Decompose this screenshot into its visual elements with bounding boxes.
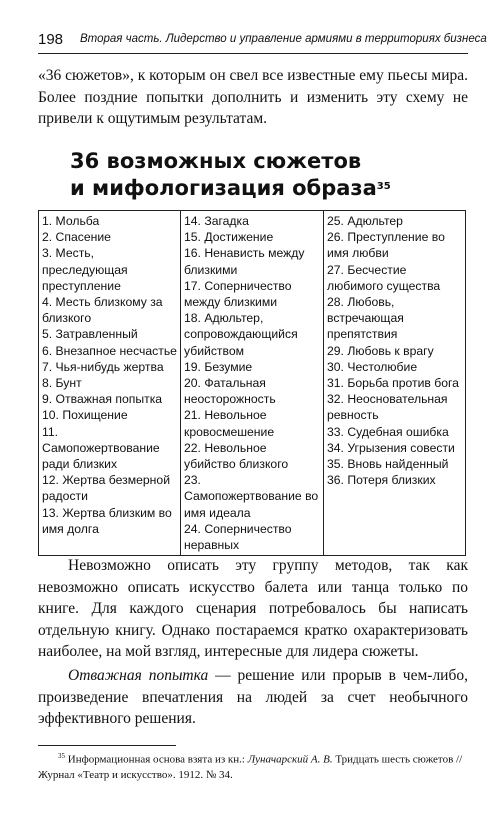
plot-item: 12. Жертва безмерной радости (42, 473, 170, 504)
plot-item: 32. Неосновательная ревность (327, 392, 448, 423)
plot-item: 33. Судебная ошибка (327, 424, 449, 439)
section-heading (70, 148, 391, 202)
plot-item: 2. Спасение (42, 230, 111, 245)
page-header (38, 31, 487, 54)
plot-item: 7. Чья-нибудь жертва (42, 359, 164, 374)
plots-column-2 (181, 211, 324, 556)
plots-column-3 (324, 211, 466, 556)
plot-item: 34. Угрызения совести (327, 440, 455, 455)
plot-item: 13. Жертва близким во имя долга (42, 505, 172, 536)
plot-item: 11. Самопожертвование ради близких (42, 424, 160, 472)
plot-item: 1. Мольба (42, 214, 100, 228)
plot-item: 19. Безумие (184, 359, 253, 374)
heading-line-1: 36 возможных сюжетов (70, 149, 362, 173)
plot-item: 4. Месть близкому за близкого (42, 295, 163, 326)
plot-item: 35. Вновь найденный (327, 457, 449, 472)
definition-text: — решение или прорыв в чем-либо, произведение впечатления на людей за счет необычного эффективного решения. (38, 667, 468, 727)
page-number: 198 (38, 31, 64, 48)
plot-item: 15. Достижение (184, 230, 274, 245)
defined-term: Отважная попытка (68, 667, 209, 684)
heading-line-2: и мифологизация образа$^{35}$ (70, 176, 391, 200)
plot-item: 29. Любовь к врагу (327, 343, 434, 358)
plot-item: 30. Честолюбие (327, 359, 418, 374)
plot-item: 24. Соперничество неравных (184, 521, 292, 553)
plot-item: 3. Месть, преследующая преступление (42, 246, 128, 293)
footnote: $^{35}$ Информационная основа взята из кн.: Луначарский А. В. Тридцать шесть сюжетов // Журнал «Театр и искусство». 1912. № 34. (38, 752, 463, 781)
plot-item: 20. Фатальная неосторожность (184, 376, 276, 407)
plot-item: 25. Адюльтер (327, 214, 403, 228)
plot-item: 8. Бунт (42, 376, 82, 391)
plot-item: 14. Загадка (184, 214, 249, 228)
plot-item: 21. Невольное кровосмешение (184, 408, 275, 439)
plot-item: 27. Бесчестие любимого существа (327, 262, 441, 293)
plot-item: 16. Ненависть между близкими (184, 246, 305, 277)
plot-item: 10. Похищение (42, 408, 128, 423)
footnote-number: 35 (58, 752, 65, 760)
footnote-ref: 35 (376, 181, 391, 192)
plot-item: 5. Затравленный (42, 327, 138, 342)
intro-paragraph: «36 сюжетов», к которым он свел все известные ему пьесы мира. Более поздние попытки дополнить и изменить эту схему не привели к ощутимым результатам. (38, 67, 468, 127)
plot-item: 26. Преступление во имя любви (327, 230, 445, 261)
plot-item: 36. Потеря близких (327, 473, 436, 488)
footnote-author: Луначарский А. В. (247, 753, 333, 766)
plot-item: 9. Отважная попытка (42, 392, 163, 407)
plot-item: 6. Внезапное несчастье (42, 343, 177, 358)
plot-item: 22. Невольное убийство близкого (184, 440, 289, 472)
plot-item: 18. Адюльтер, сопровождающийся убийством (184, 311, 298, 358)
footnote-divider (38, 745, 176, 746)
body-paragraph-definition (38, 665, 468, 730)
plot-item: 23. Самопожертвование во имя идеала (184, 473, 319, 520)
body-paragraph: Невозможно описать эту группу методов, так как невозможно описать искусство балета или танца только по книге. Для каждого сценария потребовалось бы написать отдельную книгу. Однако постараемся кратко охарактеризовать наиболее, на мой взгляд, интересные для лидера сюжеты. (38, 557, 468, 660)
plot-item: 28. Любовь, встречающая препятствия (327, 295, 404, 342)
running-title: Вторая часть. Лидерство и управление армиями в территориях бизнеса (80, 33, 487, 45)
plots-column-1 (39, 211, 181, 556)
plot-item: 17. Соперничество между близкими (184, 278, 292, 310)
plots-row (39, 211, 466, 556)
plot-item: 31. Борьба против бога (327, 376, 459, 391)
plots-table (38, 210, 466, 556)
